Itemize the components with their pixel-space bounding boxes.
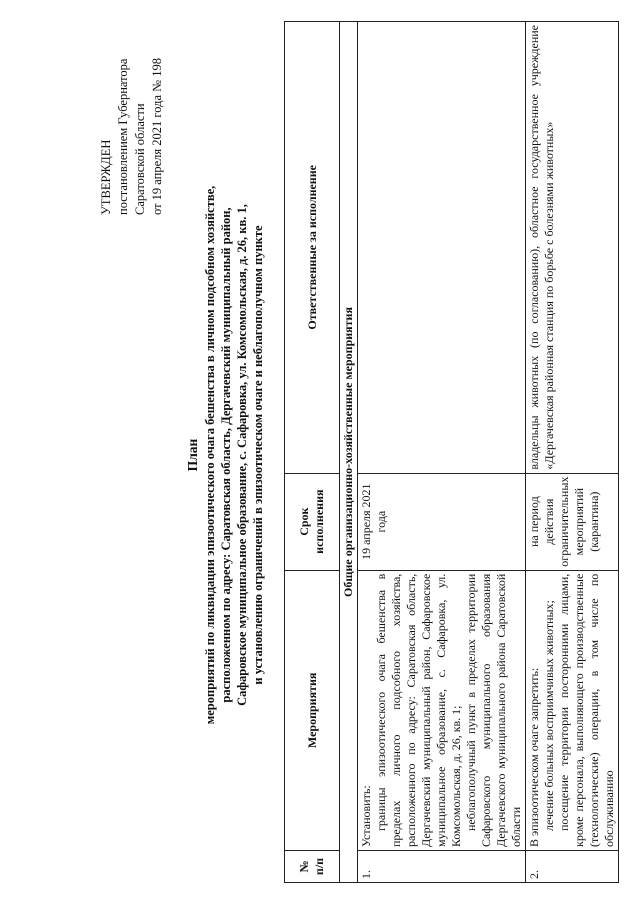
plan-heading: План	[185, 438, 200, 472]
row-action	[526, 570, 619, 850]
row-num: 2.	[526, 851, 619, 883]
approval-line-4: от 19 апреля 2021 года № 198	[150, 58, 164, 215]
title-line-3: Сафаровское муниципальное образование, с. Сафаровка, ул. Комсомольская, д. 26, кв. 1,	[235, 204, 249, 706]
title-line-2: расположенном по адресу: Саратовская область, Дергачевский муниципальный район,	[219, 207, 233, 703]
section-title: Общие организационно-хозяйственные мероприятия	[340, 22, 358, 883]
header-num: № п/п	[285, 851, 340, 883]
row-term: 19 апреля 2021 года	[358, 473, 526, 570]
action-paragraph: границы эпизоотического очага бешенства в пределах личного подсобного хозяйства, расположенного по адресу: Саратовская область, Дергачевский муниципальный район, Сафаровское муниципальное образование, с. Сафаровка, ул. Комсомольская, д. 26, кв. 1;	[374, 573, 463, 847]
table-row	[526, 22, 619, 883]
title-line-1: мероприятий по ликвидации эпизоотического очага бешенства в личном подсобном хозяйстве,	[203, 185, 217, 725]
table-row	[358, 22, 526, 883]
approval-line-1: УТВЕРЖДЕН	[99, 139, 113, 215]
row-action	[358, 570, 526, 850]
header-term: Срок исполнения	[285, 473, 340, 570]
approval-line-3: Саратовской области	[133, 103, 147, 215]
action-paragraph: неблагополучный пункт в пределах территории Сафаровского муниципального образования Дергачевского муниципального района Саратовской области	[464, 573, 523, 847]
row-num: 1.	[358, 851, 526, 883]
document-title	[185, 45, 266, 865]
header-responsible: Ответственные за исполнение	[285, 22, 340, 474]
table-header-row	[285, 22, 340, 883]
plan-table	[284, 21, 619, 883]
title-line-4: и установлению ограничений в эпизоотическом очаге и неблагополучном пункте	[251, 225, 265, 685]
approval-stamp	[98, 15, 166, 215]
action-paragraph: посещение территории посторонними лицами, кроме персонала, выполняющего производственные (технологические) операции, в том числе по обслуживанию	[557, 573, 616, 847]
action-intro: Установить:	[359, 785, 373, 847]
header-action: Мероприятия	[285, 570, 340, 850]
action-paragraph: лечение больных восприимчивых животных;	[542, 600, 556, 831]
action-intro: В эпизоотическом очаге запретить:	[527, 667, 541, 847]
row-responsible	[358, 22, 526, 474]
approval-line-2: постановлением Губернатора	[116, 58, 130, 215]
row-term: на период действия ограничительных мероприятий (карантина)	[526, 473, 619, 570]
section-row	[340, 22, 358, 883]
row-responsible: владельцы животных (по согласованию), областное государственное учреждение «Дергачевская районная станция по борьбе с болезнями животных»	[526, 22, 619, 474]
